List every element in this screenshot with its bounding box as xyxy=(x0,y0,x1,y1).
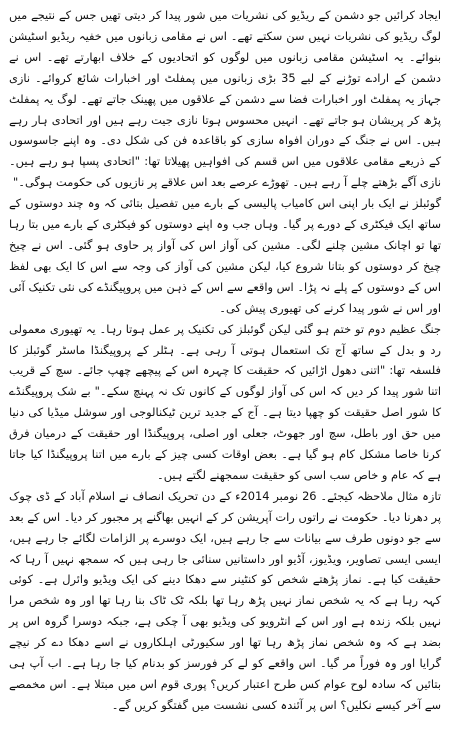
paragraph-goebbels-radio-propaganda: ایجاد کرائیں جو دشمن کے ریڈیو کی نشریات میں شور پیدا کر دیتی تھیں جس کے نتیجے میں لوگ ریڈیو کی نشریات نہیں سن سکتے تھے۔ اس نے مقامی زبانوں میں خفیہ ریڈیو اسٹیشن بنوائے۔ یہ اسٹیشن مقامی زبانوں میں لوگوں کو اتحادیوں کے خلاف ابھارتے تھے۔ اس نے دشمن کے ارادے توڑنے کے لیے 35 بڑی زبانوں میں پمفلٹ اور اخبارات شائع کروائے۔ نازی جہاز یہ پمفلٹ اور اخبارات فضا سے دشمن کے علاقوں میں پھینک جاتے تھے۔ لوگ یہ پمفلٹ پڑھ کر پریشان ہو جاتے تھے۔ انہیں محسوس ہوتا نازی جیت رہے ہیں اور اتحادی ہار رہے ہیں۔ اس نے جنگ کے دوران افواہ سازی کو باقاعدہ فن کی شکل دی۔ وہ اپنے جاسوسوں کے ذریعے مقامی علاقوں میں اس قسم کی افواہیں پھیلاتا تھا: "اتحادی پسپا ہو رہے ہیں۔ نازی آگے بڑھتے چلے آ رہے ہیں۔ تھوڑے عرصے بعد اس علاقے پر نازیوں کی حکومت ہوگی۔" xyxy=(9,8,441,190)
paragraph-propaganda-theory: جنگ عظیم دوم تو ختم ہو گئی لیکن گوئبلز کی تکنیک پر عمل ہوتا رہا۔ یہ تھیوری معمولی رد و بدل کے ساتھ آج تک استعمال ہوتی آ رہی ہے۔ ہٹلر کے پروپیگنڈا ماسٹر گوئبلز کا فلسفہ تھا: "اتنی دھول اڑائیں کہ حقیقت کا چہرہ اس کے پیچھے چھپ جائے۔ سچ کے قریب اتنا شور پیدا کر دیں کہ اس کی آواز لوگوں کے کانوں تک نہ پہنچ سکے۔" بے شک پروپیگنڈے کا شور اصل حقیقت کو چھپا دیتا ہے۔ آج کے جدید ترین ٹیکنالوجی اور سوشل میڈیا کی دنیا میں حق اور باطل، سچ اور جھوٹ، جعلی اور اصلی، پروپیگنڈا اور حقیقت کے درمیان فرق کرنا خاصا مشکل کام ہو گیا ہے۔ بعض اوقات کسی چیز کے بارے میں اتنا پروپیگنڈا کیا جاتا ہے کہ عام و خاص سب اسی کو حقیقت سمجھنے لگتے ہیں۔ xyxy=(9,321,441,482)
paragraph-recent-example: تازہ مثال ملاحظہ کیجئے۔ 26 نومبر 2014ء کے دن تحریک انصاف نے اسلام آباد کے ڈی چوک پر دھرنا دیا۔ حکومت نے راتوں رات آپریشن کر کے انہیں بھاگنے پر مجبور کر دیا۔ اس کے بعد سے جو دونوں طرف سے بیانات سے جا رہے ہیں، ایک دوسرے پر الزامات لگائے جا رہے ہیں، ایسی ایسی تصاویر، ویڈیوز، آڈیو اور داستانیں سنائی جا رہی ہیں کہ سمجھ نہیں آ رہا کہ حقیقت کیا ہے۔ نماز پڑھتے شخص کو کنٹینر سے دھکا دینے کی ایک ویڈیو وائرل ہے۔ کوئی کہہ رہا ہے کہ یہ شخص نماز نہیں پڑھ رہا تھا بلکہ ٹک ٹاک بنا رہا تھا اور وہ شخص مرا نہیں بلکہ زندہ ہے اور اس کے انٹرویو کی ویڈیو بھی آ چکی ہے، جبکہ دوسرا گروہ اس پر بضد ہے کہ وہ شخص نماز پڑھ رہا تھا اور سکیورٹی اہلکاروں نے اسے دھکا دے کر نیچے گرایا اور وہ فوراً مر گیا۔ اس واقعے کو لے کر فورسز کو بدنام کیا جا رہا ہے۔ اب آپ ہی بتائیں کہ سادہ لوح عوام کس طرح اعتبار کریں؟ پوری قوم اس میں مبتلا ہے۔ اس مخمصے سے آخر کیسے نکلیں؟ اس پر آئندہ کسی نشست میں گفتگو کریں گے۔ xyxy=(9,488,441,712)
paragraph-factory-noise-story: گوئبلز نے ایک بار اپنی اس کامیاب پالیسی کے بارے میں تفصیل بتائی کہ وہ چند دوستوں کے ساتھ ایک فیکٹری کے دورے پر گیا۔ وہاں جب وہ اپنے دوستوں کو فیکٹری کے بارے میں بتا رہا تھا تو اچانک مشین چلنے لگی۔ مشین کی آواز اس کی آواز پر حاوی ہو گئی۔ اس نے چیخ چیخ کر دوستوں کو بتانا شروع کیا، لیکن مشین کی آواز کی وجہ سے اس کا ایک بھی لفظ اس کے دوستوں کے پلے نہ پڑا۔ اس واقعے سے اس کے ذہن میں پروپیگنڈے کی نئی تکنیک آئی اور اس نے شور پیدا کرنے کی تھیوری پیش کی۔ xyxy=(9,196,441,315)
